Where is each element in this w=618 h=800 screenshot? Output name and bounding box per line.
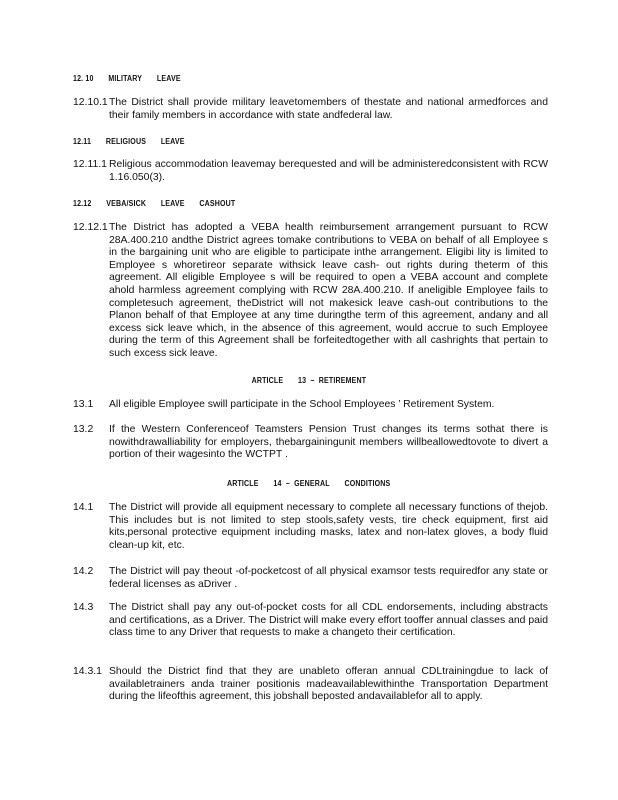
article-title: GENERAL: [294, 478, 331, 488]
article-dash: –: [310, 375, 315, 385]
section-title-part: LEAVE: [160, 136, 185, 146]
paragraph-14-2: [73, 566, 548, 591]
section-title-part: CASHOUT: [199, 198, 236, 208]
section-heading-12-11: [73, 136, 185, 146]
article-13-heading: [0, 375, 618, 385]
section-number: 12. 10: [73, 73, 94, 83]
paragraph-14-1: [73, 502, 548, 552]
paragraph-number: 14.2: [73, 566, 94, 577]
paragraph-text: All eligible Employee swill participate in the School Employees ’ Retirement System.: [109, 399, 495, 410]
section-title: RELIGIOUS: [105, 136, 147, 146]
paragraph-13-2: [73, 424, 548, 462]
paragraph-text: Should the District find that they are unableto offeran annual CDLtrainingdue to lack of availabletrainers anda trainer positionis madeavailablewithinthe Transportation Department during the lifeofthis agreement, this jobshall beposted andavailablefor all to apply.: [109, 666, 548, 703]
article-number: 14: [273, 478, 282, 488]
paragraph-number: 14.3: [73, 602, 94, 613]
section-title-part: LEAVE: [160, 198, 185, 208]
section-number: 12.12: [73, 198, 92, 208]
section-number: 12.11: [73, 136, 92, 146]
paragraph-text: The District has adopted a VEBA health reimbursement arrangement pursuant to RCW 28A.400.210 andthe District agrees tomake contributions to VEBA on behalf of all Employee s in the bargaining unit who are eligible to participate inthe arrangement. Eligibi lity is limited to Employee s whoretireor separate withsick leave cash- out rights during theterm of this agreement. All eligible Employee s will be required to open a VEBA account and complete ahold harmless agreement complying with RCW 28A.400.210. If aneligible Employee fails to completesuch agreement, theDistrict will not makesick leave cash-out contributions to the Planon behalf of that Employee at any time duringthe term of this agreement, andany and all excess sick leave which, in the absence of this agreement, would accrue to such Employee during the term of this Agreement shall be forfeitedtogether with all cashrights that pertain to such excess sick leave.: [109, 222, 548, 359]
article-title: RETIREMENT: [318, 375, 367, 385]
article-title-part: CONDITIONS: [344, 478, 391, 488]
paragraph-number: 12.10.1: [73, 97, 108, 108]
paragraph-text: Religious accommodation leavemay berequested and will be administeredconsistent with RCW 1.16.050(3).: [109, 159, 548, 183]
paragraph-text: The District shall provide military leavetomembers of thestate and national armedforces and their family members in accordance with state andfederal law.: [109, 97, 548, 121]
paragraph-12-10-1: [73, 97, 548, 122]
article-number: 13: [298, 375, 307, 385]
article-dash: –: [286, 478, 291, 488]
paragraph-number: 13.2: [73, 424, 94, 435]
article-label: ARTICLE: [227, 478, 259, 488]
section-title-part: LEAVE: [156, 73, 181, 83]
paragraph-text: If the Western Conferenceof Teamsters Pension Trust changes its terms sothat there is nowithdrawalliability for employers, thebargainingunit members willbeallowedtovote to divert a portion of their wagesinto the WCTPT .: [109, 424, 548, 461]
paragraph-12-11-1: [73, 159, 548, 184]
paragraph-number: 13.1: [73, 399, 94, 410]
section-title: VEBA/SICK: [106, 198, 147, 208]
paragraph-14-3: [73, 602, 548, 640]
article-label: ARTICLE: [251, 375, 284, 385]
paragraph-text: The District shall pay any out-of-pocket costs for all CDL endorsements, including abstracts and certifications, as a Driver. The District will make every effort tooffer annual classes and paid class time to any Driver that requests to make a changeto their certification.: [109, 602, 548, 639]
paragraph-number: 14.1: [73, 502, 94, 513]
article-14-heading: [0, 478, 618, 488]
paragraph-number: 12.12.1: [73, 222, 108, 233]
paragraph-13-1: [73, 399, 548, 412]
section-heading-12-12: [73, 198, 235, 208]
paragraph-text: The District will pay theout -of-pocketcost of all physical examsor tests requiredfor any state or federal licenses as aDriver .: [109, 566, 548, 590]
section-title: MILITARY: [108, 73, 143, 83]
paragraph-number: 14.3.1: [73, 666, 102, 677]
section-heading-12-10: [73, 73, 181, 83]
paragraph-12-12-1: [73, 222, 548, 361]
paragraph-text: The District will provide all equipment necessary to complete all necessary functions of thejob. This includes but is not limited to step stools,safety vests, tire check equipment, first aid kits,personal protective equipment including masks, latex and non-latex gloves, a body fluid clean-up kit, etc.: [109, 502, 548, 551]
paragraph-14-3-1: [73, 666, 548, 704]
paragraph-number: 12.11.1: [73, 159, 107, 170]
